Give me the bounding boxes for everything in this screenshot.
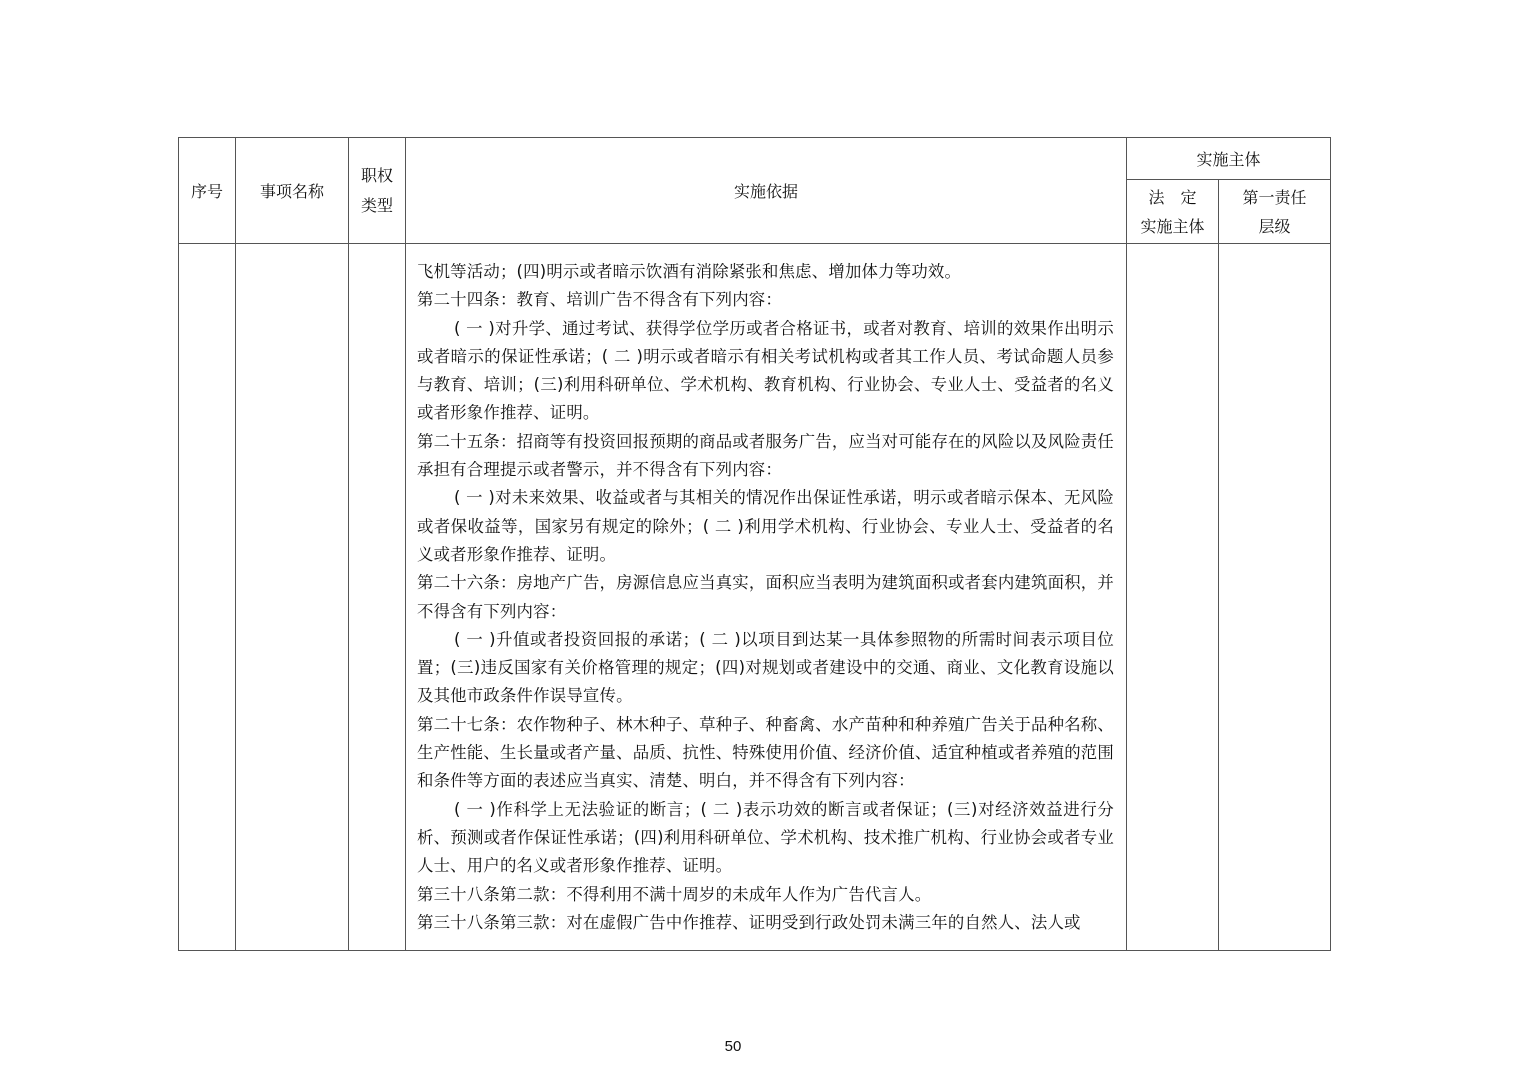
cell-legal-subject (1127, 244, 1219, 951)
header-row-top (179, 138, 1331, 180)
basis-paragraph: 第二十六条：房地产广告，房源信息应当真实，面积应当表明为建筑面积或者套内建筑面积，并不得含有下列内容： (417, 573, 1114, 621)
cell-first-responsibility (1219, 244, 1331, 951)
header-power-type-line2: 类型 (360, 195, 393, 215)
header-item-name: 事项名称 (236, 138, 349, 244)
page-number: 50 (724, 1038, 742, 1055)
header-power-type (349, 138, 406, 244)
header-subject-group: 实施主体 (1127, 138, 1331, 180)
cell-power-type (349, 244, 406, 951)
basis-paragraph: 第二十七条：农作物种子、林木种子、草种子、种畜禽、水产苗种和种养殖广告关于品种名称、生产性能、生长量或者产量、品质、抗性、特殊使用价值、经济价值、适宜种植或者养殖的范围和条件等方面的表述应当真实、清楚、明白，并不得含有下列内容： (417, 714, 1114, 791)
header-seq: 序号 (179, 138, 236, 244)
basis-paragraph: 第三十八条第二款：不得利用不满十周岁的未成年人作为广告代言人。 (417, 884, 932, 904)
basis-paragraph: ( 一 )对升学、通过考试、获得学位学历或者合格证书，或者对教育、培训的效果作出明示或者暗示的保证性承诺；( 二 )明示或者暗示有相关考试机构或者其工作人员、考试命题人员参与教育、培训；(三)利用科研单位、学术机构、教育机构、行业协会、专业人士、受益者的名义或者形象作推荐、证明。 (417, 318, 1114, 423)
cell-item-name (236, 244, 349, 951)
basis-paragraph: 第二十四条：教育、培训广告不得含有下列内容： (417, 290, 782, 310)
cell-seq (179, 244, 236, 951)
header-first-resp-line2: 层级 (1258, 216, 1291, 236)
cell-basis (406, 244, 1127, 951)
basis-paragraph: ( 一 )对未来效果、收益或者与其相关的情况作出保证性承诺，明示或者暗示保本、无风险或者保收益等，国家另有规定的除外；( 二 )利用学术机构、行业协会、专业人士、受益者的名义或者形象作推荐、证明。 (417, 488, 1114, 564)
basis-paragraph: ( 一 )作科学上无法验证的断言；( 二 )表示功效的断言或者保证；(三)对经济效益进行分析、预测或者作保证性承诺；(四)利用科研单位、学术机构、技术推广机构、行业协会或者专业人士、用户的名义或者形象作推荐、证明。 (417, 799, 1114, 876)
basis-paragraph: 第二十五条：招商等有投资回报预期的商品或者服务广告，应当对可能存在的风险以及风险责任承担有合理提示或者警示，并不得含有下列内容： (417, 431, 1114, 480)
header-basis: 实施依据 (406, 138, 1127, 244)
header-power-type-line1: 职权 (360, 165, 393, 185)
table-row (179, 244, 1331, 951)
header-legal-subject-line1: 法 定 (1148, 187, 1197, 207)
basis-paragraph: 第三十八条第三款：对在虚假广告中作推荐、证明受到行政处罚未满三年的自然人、法人或 (417, 912, 1081, 932)
header-legal-subject-line2: 实施主体 (1140, 216, 1205, 236)
header-legal-subject (1127, 180, 1219, 244)
item-table (178, 137, 1331, 951)
basis-paragraph: 飞机等活动；(四)明示或者暗示饮酒有消除紧张和焦虑、增加体力等功效。 (417, 262, 962, 281)
header-first-responsibility (1219, 180, 1331, 244)
header-first-resp-line1: 第一责任 (1242, 187, 1307, 207)
basis-paragraph: ( 一 )升值或者投资回报的承诺；( 二 )以项目到达某一具体参照物的所需时间表示项目位置；(三)违反国家有关价格管理的规定；(四)对规划或者建设中的交通、商业、文化教育设施以及其他市政条件作误导宣传。 (417, 629, 1114, 706)
